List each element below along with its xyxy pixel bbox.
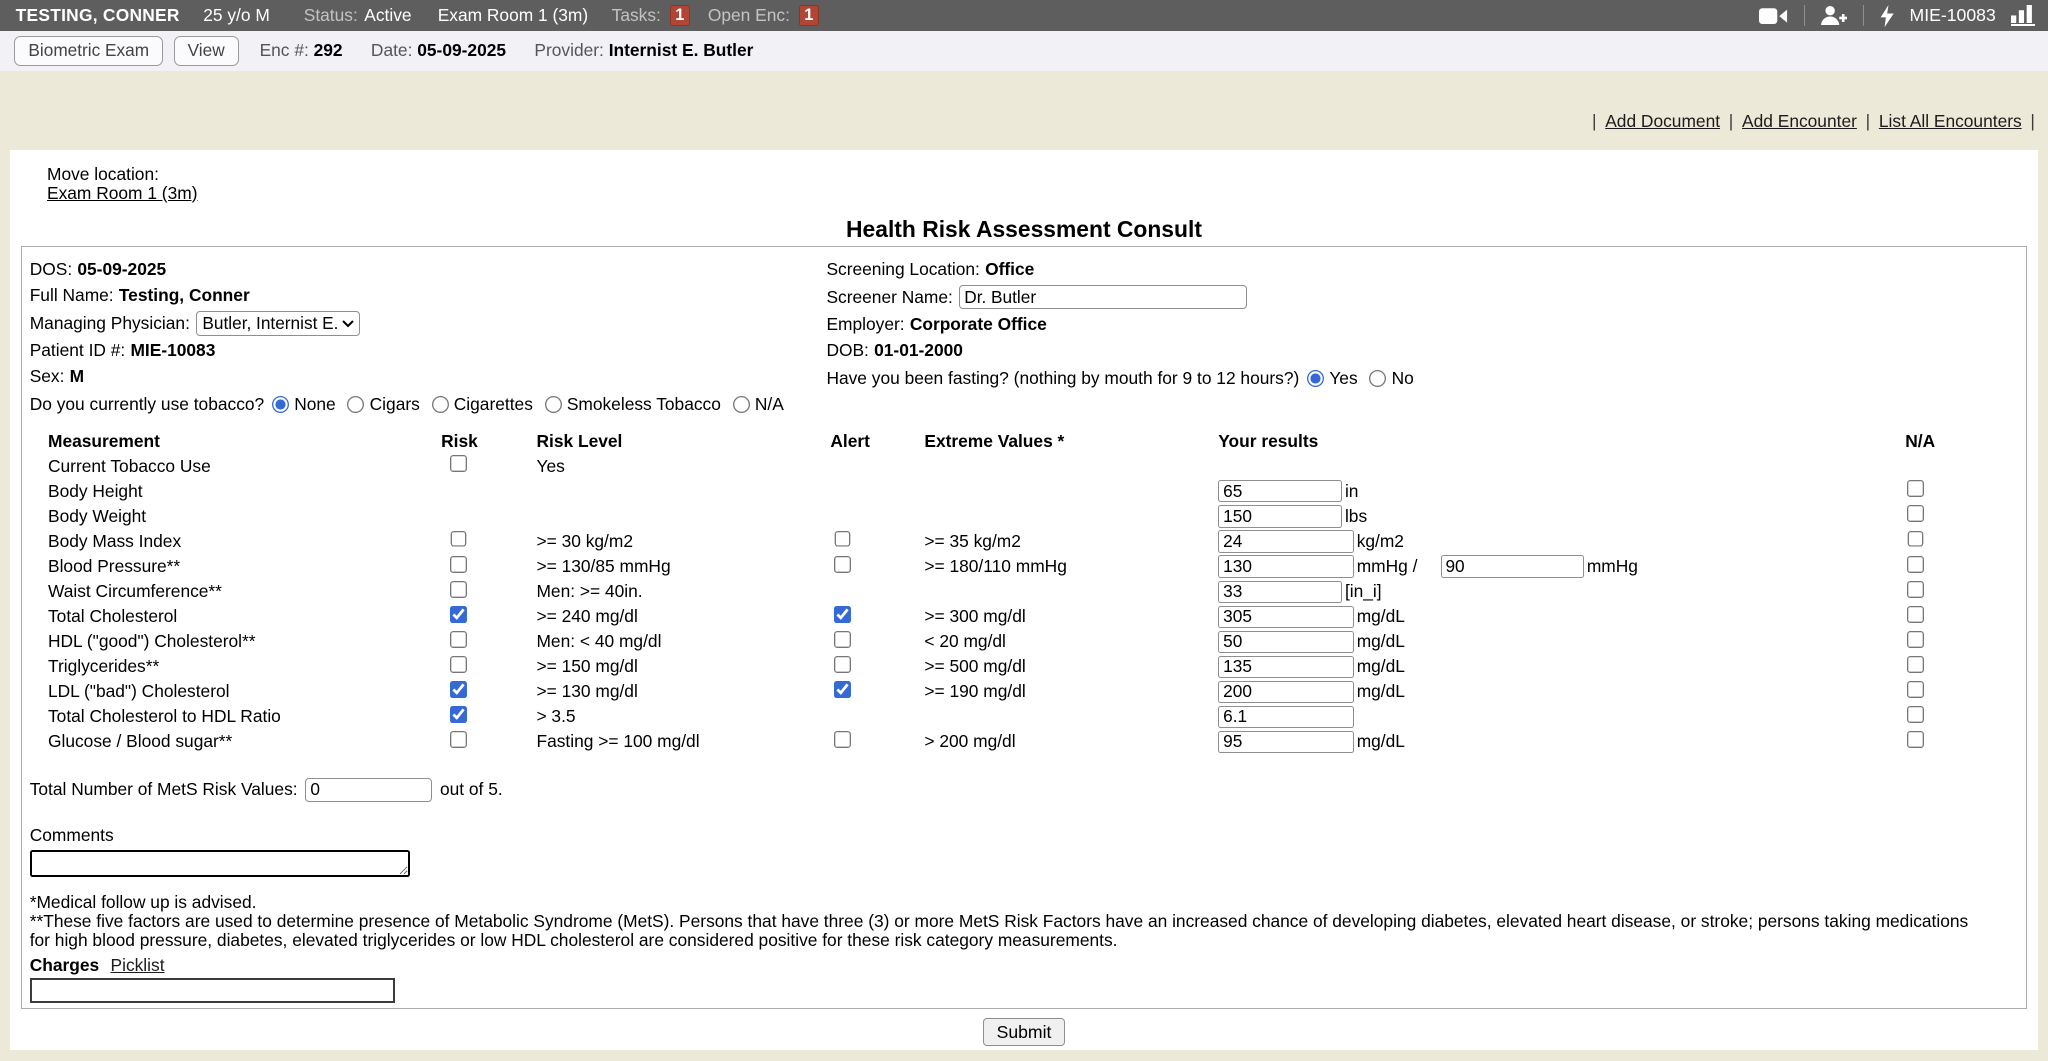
content-panel — [10, 150, 2037, 1050]
risk-level: Men: >= 40in. — [536, 581, 643, 602]
lightning-icon[interactable] — [1880, 5, 1894, 27]
result-input[interactable] — [1218, 480, 1342, 502]
tasks-label: Tasks: — [611, 5, 661, 26]
hra-form — [21, 246, 2027, 1009]
result-unit: mg/dL — [1356, 606, 1405, 627]
risk-checkbox[interactable] — [450, 681, 467, 698]
table-row — [48, 554, 2026, 579]
header-risk: Risk — [441, 430, 478, 451]
encounter-info — [260, 40, 754, 61]
extreme-value: >= 300 mg/dl — [924, 606, 1026, 627]
open-enc-count-badge[interactable]: 1 — [799, 5, 819, 26]
measurement-name: Current Tobacco Use — [47, 455, 211, 476]
na-checkbox[interactable] — [1907, 606, 1924, 623]
result-unit: mg/dL — [1356, 656, 1405, 677]
footnote-line: *Medical follow up is advised. — [29, 892, 257, 913]
pipe-separator: | — [1865, 111, 1871, 131]
alert-checkbox[interactable] — [834, 731, 851, 748]
employer-value: Corporate Office — [909, 314, 1047, 334]
risk-checkbox[interactable] — [450, 731, 467, 748]
full-name-label: Full Name: — [29, 285, 114, 306]
screening-location-value: Office — [985, 259, 1035, 280]
table-row — [48, 654, 2026, 679]
footnote-line: **These five factors are used to determine presence of Metabolic Syndrome (MetS). Persons that have three (3) or more MetS Risk Factors have an increased chance of developing diabetes, elevated heart disease, or stroke; persons taking medications for high blood pressure, diabetes, elevated triglycerides or low HDL cholesterol are considered positive for these risk category measurements. — [29, 910, 1969, 950]
move-location-block — [47, 165, 2038, 203]
comments-section — [22, 825, 2026, 877]
dos-label: DOS: — [29, 259, 73, 280]
table-row — [48, 704, 2026, 729]
risk-checkbox[interactable] — [450, 556, 467, 573]
result-unit: lbs — [1344, 505, 1368, 526]
move-location-label: Move location: — [47, 163, 159, 184]
risk-checkbox[interactable] — [450, 606, 467, 623]
na-checkbox[interactable] — [1907, 505, 1924, 522]
tobacco-option-label: None — [294, 393, 336, 414]
table-row — [48, 679, 2026, 704]
extreme-value: >= 180/110 mmHg — [924, 556, 1067, 577]
alert-checkbox[interactable] — [834, 606, 851, 623]
enc-number-label: Enc #: — [259, 40, 309, 61]
measurement-name: Blood Pressure** — [47, 556, 181, 577]
result-unit: mg/dL — [1356, 731, 1405, 752]
person-add-icon[interactable] — [1821, 6, 1847, 26]
full-name-value: Testing, Conner — [118, 285, 250, 306]
bar-chart-icon[interactable] — [2011, 5, 2035, 27]
table-row — [48, 604, 2026, 629]
result-input[interactable] — [1218, 656, 1354, 678]
result-input[interactable] — [1218, 706, 1354, 728]
table-header-row — [48, 430, 2026, 452]
risk-level: >= 130 mg/dl — [536, 681, 638, 702]
managing-physician-label: Managing Physician: — [29, 312, 190, 333]
extreme-value: >= 35 kg/m2 — [924, 530, 1021, 551]
enc-number-value: 292 — [313, 40, 343, 61]
header-your-results: Your results — [1218, 430, 1319, 451]
pipe-separator: | — [2030, 111, 2035, 131]
alert-checkbox[interactable] — [834, 631, 851, 648]
result-unit: mg/dL — [1356, 681, 1405, 702]
measurement-name: Triglycerides** — [47, 656, 160, 677]
na-checkbox[interactable] — [1907, 531, 1924, 548]
risk-checkbox[interactable] — [450, 581, 467, 598]
risk-checkbox[interactable] — [450, 706, 467, 723]
fasting-radio-no[interactable] — [1369, 370, 1386, 387]
table-row — [48, 529, 2026, 554]
fasting-question: Have you been fasting? (nothing by mouth for 9 to 12 hours?) — [826, 367, 1300, 388]
mets-label: Total Number of MetS Risk Values: — [29, 779, 298, 800]
screener-name-label: Screener Name: — [826, 286, 953, 307]
patient-id-value: MIE-10083 — [130, 340, 216, 361]
demographics-left — [30, 257, 827, 419]
add-encounter-link[interactable]: Add Encounter — [1742, 111, 1857, 131]
pipe-separator: | — [1591, 111, 1597, 131]
result-input[interactable] — [1218, 530, 1354, 552]
alert-checkbox[interactable] — [834, 681, 851, 698]
fasting-radio-yes[interactable] — [1307, 370, 1324, 387]
extreme-value: >= 190 mg/dl — [924, 681, 1026, 702]
screening-location-label: Screening Location: — [826, 259, 980, 280]
comments-label: Comments — [29, 825, 114, 846]
add-document-link[interactable]: Add Document — [1605, 111, 1721, 131]
result-input[interactable] — [1218, 606, 1354, 628]
result-unit: mg/dL — [1356, 631, 1405, 652]
measurement-name: Body Height — [47, 480, 143, 501]
charges-input[interactable] — [30, 978, 396, 1003]
table-row — [48, 729, 2026, 754]
alert-checkbox[interactable] — [834, 556, 851, 573]
tobacco-radio-cigarettes[interactable] — [432, 396, 449, 413]
employer-label: Employer: — [826, 314, 905, 334]
table-row — [48, 629, 2026, 654]
table-row — [48, 479, 2026, 504]
measurement-name: Waist Circumference** — [47, 581, 222, 602]
header-na: N/A — [1905, 430, 1936, 451]
charges-label: Charges — [29, 954, 100, 975]
na-checkbox[interactable] — [1907, 656, 1924, 673]
extreme-value: < 20 mg/dl — [924, 631, 1006, 652]
tobacco-option-label: Cigarettes — [453, 393, 533, 414]
tobacco-option-label: Smokeless Tobacco — [566, 393, 721, 414]
measurement-name: Glucose / Blood sugar** — [47, 731, 233, 752]
footnotes — [22, 893, 2026, 949]
measurement-name: LDL ("bad") Cholesterol — [47, 681, 230, 702]
mets-suffix: out of 5. — [439, 779, 503, 800]
measurement-name: Body Weight — [47, 505, 147, 526]
na-checkbox[interactable] — [1907, 631, 1924, 648]
managing-physician-select[interactable] — [196, 311, 360, 336]
dob-value: 01-01-2000 — [874, 340, 963, 361]
tobacco-radio-na[interactable] — [733, 396, 750, 413]
risk-checkbox[interactable] — [450, 531, 467, 548]
measurements-table — [22, 430, 2026, 754]
alert-checkbox[interactable] — [834, 531, 851, 548]
patient-title-bar — [0, 0, 2048, 31]
room-location[interactable]: Exam Room 1 (3m) — [437, 5, 589, 26]
na-checkbox[interactable] — [1907, 706, 1924, 723]
picklist-link[interactable]: Picklist — [110, 954, 165, 975]
fasting-option-label: Yes — [1329, 367, 1358, 388]
fasting-option-label: No — [1391, 367, 1414, 388]
risk-checkbox[interactable] — [450, 455, 467, 472]
screener-name-input[interactable] — [959, 285, 1246, 310]
chart-id: MIE-10083 — [1909, 5, 1996, 26]
submit-row — [10, 1018, 2037, 1045]
result-input[interactable] — [1218, 581, 1342, 603]
tobacco-radio-none[interactable] — [272, 396, 289, 413]
date-value: 05-09-2025 — [417, 40, 507, 61]
dos-value: 05-09-2025 — [77, 259, 167, 280]
header-extreme-values: Extreme Values * — [924, 430, 1065, 451]
na-checkbox[interactable] — [1907, 581, 1924, 598]
tobacco-option-label: Cigars — [369, 393, 420, 414]
extreme-value: > 200 mg/dl — [924, 731, 1016, 752]
move-location-link[interactable]: Exam Room 1 (3m) — [47, 182, 198, 203]
table-row — [48, 504, 2026, 529]
tobacco-option-label: N/A — [754, 393, 784, 414]
header-risk-level: Risk Level — [536, 430, 623, 451]
risk-level: >= 30 kg/m2 — [536, 530, 633, 551]
status-value: Active — [364, 5, 412, 26]
risk-level: >= 240 mg/dl — [536, 606, 638, 627]
risk-level: >= 130/85 mmHg — [536, 556, 671, 577]
risk-level: Yes — [536, 455, 565, 476]
status-label: Status: — [303, 5, 358, 26]
header-alert: Alert — [830, 430, 870, 451]
alert-checkbox[interactable] — [834, 656, 851, 673]
comments-textarea[interactable] — [30, 850, 410, 877]
result-unit: mmHg / — [1356, 556, 1418, 577]
list-all-encounters-link[interactable]: List All Encounters — [1878, 111, 2022, 131]
patient-id-label: Patient ID #: — [29, 340, 126, 361]
measurement-name: HDL ("good") Cholesterol** — [47, 631, 256, 652]
measurement-name: Body Mass Index — [47, 530, 182, 551]
risk-checkbox[interactable] — [450, 631, 467, 648]
result-unit: kg/m2 — [1356, 530, 1404, 551]
na-checkbox[interactable] — [1907, 731, 1924, 748]
measurement-name: Total Cholesterol to HDL Ratio — [47, 706, 281, 727]
result-input[interactable] — [1218, 505, 1342, 527]
na-checkbox[interactable] — [1907, 681, 1924, 698]
sex-value: M — [69, 366, 85, 387]
mets-total-input[interactable] — [305, 778, 432, 802]
submit-button[interactable]: Submit — [983, 1018, 1066, 1045]
header-measurement: Measurement — [47, 430, 160, 451]
na-checkbox[interactable] — [1907, 480, 1924, 497]
encounter-toolbar — [0, 31, 2048, 70]
biometric-exam-button[interactable]: Biometric Exam — [14, 36, 163, 66]
result-unit: [in_i] — [1344, 581, 1382, 602]
measurement-name: Total Cholesterol — [47, 606, 178, 627]
video-camera-icon[interactable] — [1759, 7, 1788, 25]
view-button[interactable]: View — [174, 36, 239, 66]
table-row — [48, 579, 2026, 604]
risk-checkbox[interactable] — [450, 656, 467, 673]
result-unit: in — [1344, 480, 1359, 501]
pipe-separator: | — [1728, 111, 1734, 131]
charges-section — [22, 955, 2026, 1003]
tobacco-radio-smokeless[interactable] — [545, 396, 562, 413]
tasks-count-badge[interactable]: 1 — [670, 5, 690, 26]
risk-level: >= 150 mg/dl — [536, 656, 638, 677]
risk-level: Men: < 40 mg/dl — [536, 631, 662, 652]
result-input[interactable] — [1218, 631, 1354, 653]
date-label: Date: — [370, 40, 413, 61]
extreme-value: >= 500 mg/dl — [924, 656, 1026, 677]
form-title: Health Risk Assessment Consult — [846, 215, 1202, 242]
quick-links-row — [0, 71, 2048, 132]
provider-value: Internist E. Butler — [608, 40, 754, 61]
risk-level: Fasting >= 100 mg/dl — [536, 731, 700, 752]
result-unit: mmHg — [1586, 556, 1638, 577]
demographics-right — [826, 257, 2026, 419]
sex-label: Sex: — [29, 366, 65, 387]
provider-label: Provider: — [534, 40, 604, 61]
patient-age-sex: 25 y/o M — [203, 5, 270, 26]
titlebar-separator — [1863, 5, 1864, 26]
tobacco-question: Do you currently use tobacco? — [29, 393, 265, 414]
open-enc-label: Open Enc: — [707, 5, 790, 26]
patient-name: TESTING, CONNER — [15, 5, 180, 26]
tobacco-radio-cigars[interactable] — [347, 396, 364, 413]
bp-diastolic-input[interactable] — [1441, 555, 1585, 577]
dob-label: DOB: — [826, 340, 869, 361]
result-input[interactable] — [1218, 681, 1354, 703]
mets-total-row — [22, 778, 2026, 802]
risk-level: > 3.5 — [536, 706, 576, 727]
result-input[interactable] — [1218, 731, 1354, 753]
bp-systolic-input[interactable] — [1218, 555, 1354, 577]
na-checkbox[interactable] — [1907, 556, 1924, 573]
titlebar-separator — [1804, 5, 1805, 26]
table-row — [48, 454, 2026, 479]
